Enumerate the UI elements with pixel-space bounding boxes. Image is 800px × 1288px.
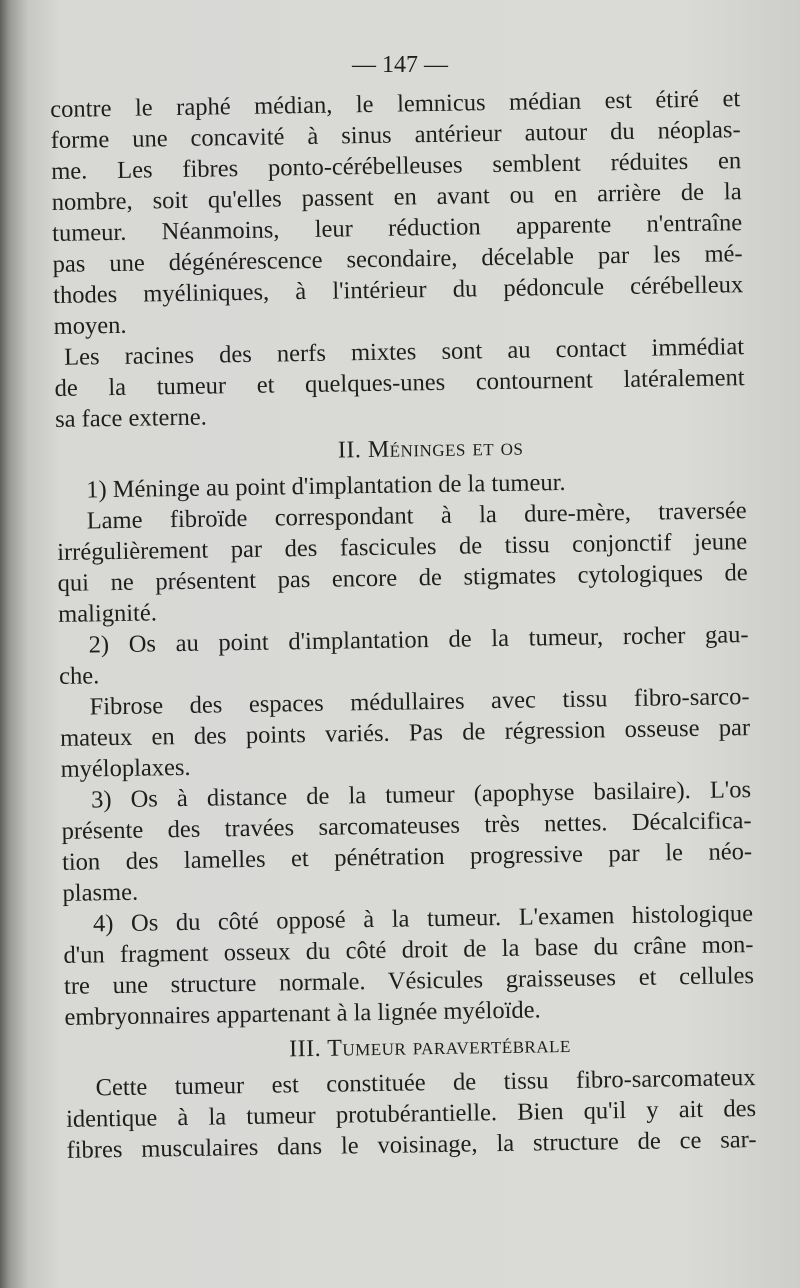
item-title: 1) Méninge au point d'implantation de la tumeur.: [86, 468, 566, 504]
text-line: irrégulièrement par des fascicules de tissu conjonctif jeune: [56, 528, 748, 566]
text-line: d'un fragment osseux du côté droit de la base du crâne mon-: [63, 931, 754, 969]
text-line: identique à la tumeur protubérantielle. Bien qu'il y ait des: [65, 1095, 757, 1133]
text-line: myéloplaxes.: [60, 753, 191, 783]
text-line: forme une concavité à sinus antérieur autour du néoplas-: [50, 116, 741, 154]
text-line: mateux en des points variés. Pas de régression osseuse par: [59, 714, 751, 752]
item-meninge: [56, 464, 748, 630]
text-line: présente des travées sarcomateuses très nettes. Décalcifica-: [61, 807, 752, 845]
section-heading-paravertebral: III. Tumeur paravertébrale: [288, 1031, 572, 1063]
text-line: me. Les fibres ponto-cérébelleuses semblent réduites en: [51, 147, 742, 185]
item-bone-opposite: [63, 898, 755, 1033]
text-line: embryonnaires appartenant à la lignée myéloïde.: [64, 996, 541, 1031]
text-line: 4) Os du côté opposé à la tumeur. L'examen histologique: [92, 900, 754, 938]
page-number: — 147 —: [352, 52, 448, 78]
item-title: che.: [58, 662, 100, 690]
text-line: plasme.: [62, 878, 139, 907]
text-line: 3) Os à distance de la tumeur (apophyse basilaire). L'os: [90, 776, 752, 814]
body-text: [50, 83, 757, 1166]
text-line: fibres musculaires dans le voisinage, la structure de ce sar-: [66, 1126, 757, 1164]
text-line: sa face externe.: [54, 403, 207, 433]
text-line: tre une structure normale. Vésicules graisseuses et cellules: [63, 962, 755, 1000]
text-line: thodes myéliniques, à l'intérieur du pédoncule cérébelleux: [52, 271, 744, 309]
text-line: Fibrose des espaces médullaires avec tissu fibro-sarco-: [89, 683, 750, 721]
section-heading-meninges: II. Méninges et os: [337, 434, 524, 464]
paragraph-lemniscus: [50, 83, 744, 342]
text-line: malignité.: [57, 599, 158, 628]
text-line: contre le raphé médian, le lemnicus médian est étiré et: [50, 85, 741, 123]
text-line: moyen.: [53, 311, 127, 340]
text-line: tumeur. Néanmoins, leur réduction apparente n'entraîne: [51, 209, 743, 247]
text-line: qui ne présentent pas encore de stigmates cytologiques de: [57, 559, 748, 597]
text-line: nombre, soit qu'elles passent en avant ou en arrière de la: [51, 178, 742, 216]
item-bone-distance: [61, 774, 753, 909]
item-bone-implantation: [58, 619, 750, 785]
text-line: Les racines des nerfs mixtes sont au contact immédiat: [63, 333, 745, 371]
text-line: Lame fibroïde correspondant à la dure-mère, traversée: [86, 497, 747, 535]
text-line: de la tumeur et quelques-unes contournent latéralement: [54, 364, 745, 402]
item-title: 2) Os au point d'implantation de la tumeur, rocher gau-: [88, 621, 749, 659]
paragraph-paravertebral: [65, 1062, 756, 1166]
paragraph-nerve-roots: [54, 331, 745, 435]
text-line: tion des lamelles et pénétration progressive par le néo-: [61, 838, 753, 876]
text-line: Cette tumeur est constituée de tissu fibro-sarcomateux: [95, 1064, 756, 1102]
text-line: pas une dégénérescence secondaire, décelable par les mé-: [52, 240, 743, 278]
